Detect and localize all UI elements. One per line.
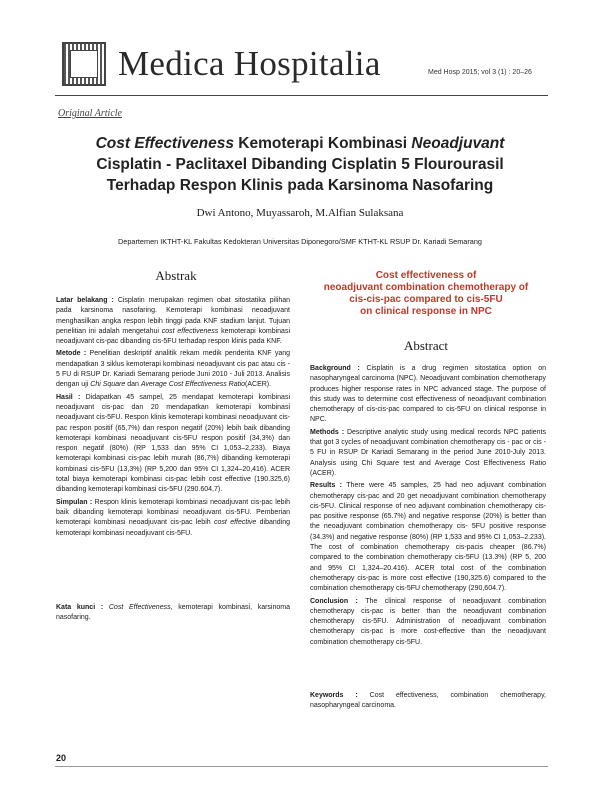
footer-divider [55, 766, 548, 767]
abstrak-results: Hasil : Didapatkan 45 sampel, 25 mendapat kemoterapi kombinasi neoadjuvant cis-pac dan 20 mendapatkan kemoterapi kombinasi neoadjuvant cis-5FU. Respon klinis kemoterapi kombinasi neoadjuvant cis-pac respon positif (65,7%) dan respon negatif (20%) lebih baik dibanding kemoterapi kombinasi neoadjuvant cis-5FU respon positif (34,3%) dan respon negatif (80%) (RP 1,533 dan 95% CI 1,053–2,233). Biaya kemoterapi kombinasi cis-pac lebih murah (86,7%) dibanding kemoterapi kombinasi cis-5FU (13,3%) (RP 5,200 dan 95% CI 1,324–20,416). ACER total biaya kemoterapi kombinasi cis-pac lebih cost effective (190.325,6) dibanding kemoterapi kombinasi cis-5FU (290.604,7). [56, 393, 290, 494]
abstrak-heading: Abstrak [155, 268, 197, 283]
abstract-keywords: Keywords : Cost effectiveness, combination chemotherapy, nasopharyngeal carcinoma. [310, 692, 547, 710]
english-title: Cost effectiveness of neoadjuvant combination chemotherapy of cis-cis-pac compared to cis-5FU on clinical response in NPC [323, 270, 529, 317]
page-number: 20 [56, 753, 67, 763]
abstrak-keywords: Kata kunci : Cost Effectiveness, kemoterapi kombinasi, karsinoma nasofaring. [56, 604, 290, 622]
title-emphasis-1: Cost Effectiveness [95, 135, 234, 152]
authors: Dwi Antono, Muyassaroh, M.Alfian Sulaksana [196, 207, 404, 219]
citation: Med Hosp 2015; vol 3 (1) : 20–26 [428, 69, 532, 76]
abstrak-methods: Metode : Penelitian deskriptif analitik rekam medik penderita KNF yang mendapatkan 3 siklus kemoterapi kombinasi neoadjuvant cis pac atau cis - 5 FU di RSUP Dr. Kariadi Semarang periode Juni 2010 - Juli 2013. Analisis dengan uji Chi Square dan Average Cost Effectiveness Ratio(ACER). [56, 350, 291, 389]
abstract-conclusion: Conclusion : The clinical response of neoadjuvant combination chemotherapy cis-pac is better than the neoadjuvant combination chemotherapy cis-5FU. Administration of neoadjuvant combination chemotherapy cis-pac is more cost-effective than the neoadjuvant combination chemotherapy cis-5FU. [310, 597, 546, 646]
header-divider [55, 95, 548, 96]
affiliation: Departemen IKTHT-KL Fakultas Kedokteran Universitas Diponegoro/SMF KTHT-KL RSUP Dr. Kariadi Semarang [118, 237, 482, 246]
title-part-1: Kemoterapi Kombinasi [233, 135, 412, 152]
journal-logo [62, 42, 106, 86]
title-emphasis-2: Neoadjuvant [411, 135, 505, 152]
abstract-heading: Abstract [403, 338, 449, 353]
abstract-body [310, 364, 546, 650]
abstract-methods: Methods : Descriptive analytic study using medical records NPC patients that got 3 cycles of neoadjuvant combination chemotherapy cis - pac or cis - 5 FU in RSUP Dr Kariadi Semarang in the period June 2010-July 2013. Analysis using Chi Square test and Average Cost Effectiveness Ratio (ACER). [310, 428, 546, 477]
title-part-2: Cisplatin - Paclitaxel Dibanding Cisplatin 5 Flourourasil Terhadap Respon Klinis pada Karsinoma Nasofaring [96, 156, 504, 194]
abstract-results: Results : There were 45 samples, 25 had neo adjuvant combination chemotherapy cis-pac and 20 get neoadjuvant combination chemotherapy cis-5FU. Clinical response of neo adjuvant combination chemotherapy cis-pac positive response (65.7%) and negative response (20%) is better than the neoadjuvant combination chemotherapy cis- 5FU positive response (34.3%) and negative response (80%) (RP 1,533 and 95% CI 1,053–2.233). The cost of combination chemotherapy cis-pacis cheaper (86.7%) compared to the combination chemotherapy cis-5FU (13.3%) (RP 5, 200 and 95% CI 1,324–20.416). ACER total cost of the combination chemotherapy cis-pac is more cost effective (190,325.6) compared to the combination chemotherapy cis-5FU chemotherapy (290,604.7). [310, 482, 546, 593]
article-type: Original Article [58, 108, 122, 119]
abstract-background: Background : Cisplatin is a drug regimen sitostatica option on nasopharyngeal carcinoma (NPC). Neoadjuvant combination chemotherapy produces higher response rates in NPC advanced stage. The purpose of this study was to determine cost effectiveness of neoadjuvant combination chemotherapy of cis-cis-pac compared to cis-5FU on clinical response in NPC. [310, 365, 546, 424]
journal-name: Medica Hospitalia [118, 44, 381, 83]
abstrak-background: Latar belakang : Cisplatin merupakan regimen obat sitostatika pilihan pada karsinoma nasofaring. Kemoterapi kombinasi neoadjuvant menghasilkan angka respon lebih tinggi pada KNF stadium lanjut. Tujuan penelitian ini adalah mengetahui cost effectiveness kemoterapi kombinasi neoadjuvant cis-pac dibanding cis-5FU terhadap respon klinis pada KNF. [56, 297, 291, 346]
abstrak-body [56, 296, 290, 541]
abstrak-conclusion: Simpulan : Respon klinis kemoterapi kombinasi neoadjuvant cis-pac lebih baik dibanding kemoterapi kombinasi neoadjuvant cis-5FU. Pemberian kemoterapi kombinasi neoadjuvant cis-pac lebih cost effective dibanding kemoterapi kombinasi neoadjuvant cis-5FU. [56, 498, 290, 537]
article-title [60, 133, 540, 196]
